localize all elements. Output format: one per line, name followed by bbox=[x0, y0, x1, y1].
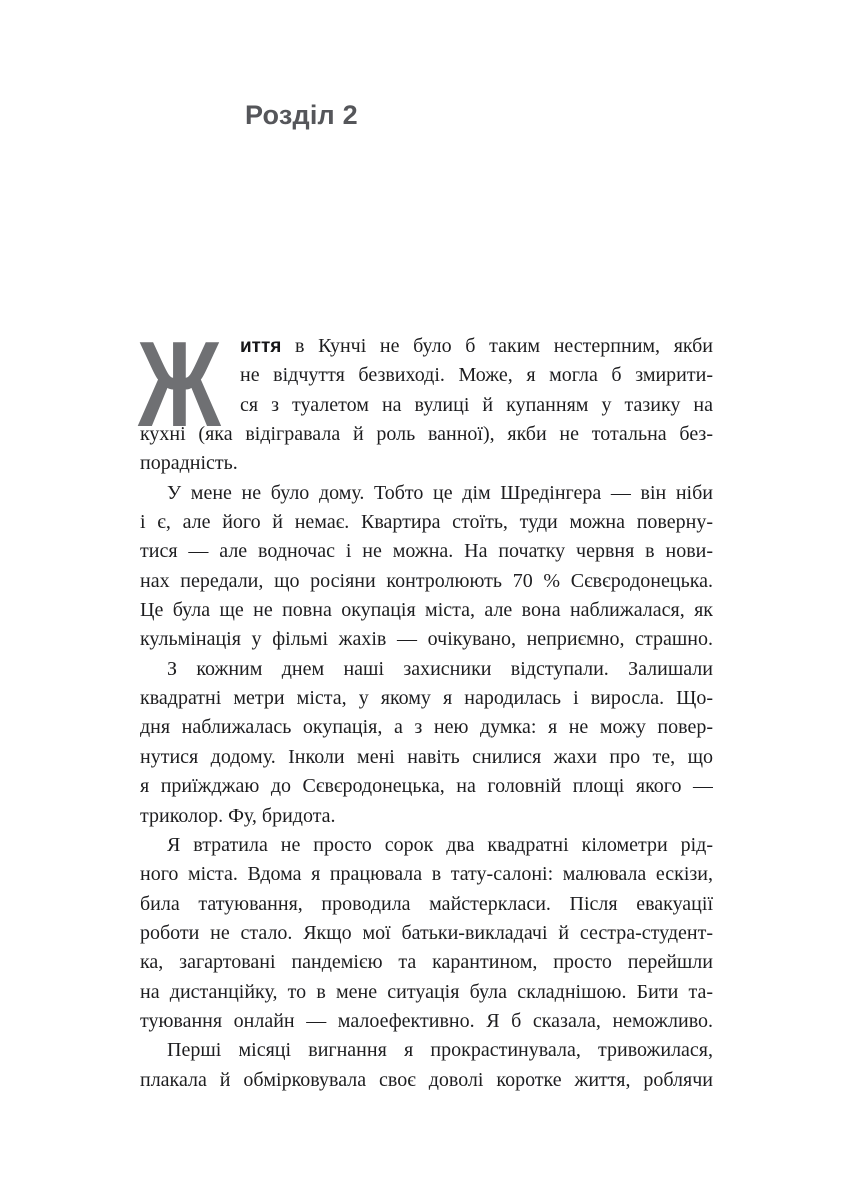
text-line: иття в Кунчі не було б таким нестерпним, якби bbox=[240, 335, 713, 357]
drop-cap-glyph: Ж bbox=[138, 316, 221, 452]
paragraph bbox=[140, 655, 713, 831]
text-line: туювання онлайн — малоефективно. Я б сказала, неможливо. bbox=[140, 1009, 713, 1032]
text-line: плакала й обмірковувала своє доволі коротке життя, роблячи bbox=[140, 1068, 713, 1091]
text-line: З кожним днем наші захисники відступали. Залишали bbox=[167, 657, 713, 680]
text-block bbox=[138, 316, 713, 1095]
text-line: дня наближалась окупація, а з нею думка: я не можу повер- bbox=[140, 716, 713, 739]
text-line: роботи не стало. Якщо мої батьки-викладачі й сестра-студент- bbox=[140, 921, 713, 944]
text-line: нах передали, що росіяни контролюють 70 % Сєвєродонецька. bbox=[140, 569, 713, 592]
text-line: била татуювання, проводила майстеркласи. Після евакуації bbox=[140, 892, 713, 915]
text-line: ся з туалетом на вулиці й купанням у тазику на bbox=[240, 393, 713, 416]
text-line: триколор. Фу, бридота. bbox=[140, 804, 336, 827]
lead-word: иття bbox=[240, 336, 282, 357]
text-line: квадратні метри міста, у якому я народилась і виросла. Що- bbox=[140, 687, 713, 710]
text-line: ка, загартовані пандемією та карантином, просто перейшли bbox=[140, 951, 713, 974]
text-line: кульмінація у фільмі жахів — очікувано, неприємно, страшно. bbox=[140, 628, 713, 651]
text-line: У мене не було дому. Тобто це дім Шредінгера — він ніби bbox=[167, 481, 713, 504]
drop-cap bbox=[138, 316, 240, 452]
chapter-title: Розділ 2 bbox=[245, 100, 358, 130]
text-line: нутися додому. Інколи мені навіть снилися жахи про те, що bbox=[140, 745, 713, 768]
paragraph bbox=[138, 316, 713, 479]
text-line: не відчуття безвиході. Може, я могла б змирити- bbox=[240, 364, 713, 387]
text-line: Я втратила не просто сорок два квадратні кілометри рід- bbox=[167, 833, 713, 856]
text-line: Це була ще не повна окупація міста, але вона наближалася, як bbox=[140, 599, 713, 622]
text-line: і є, але його й немає. Квартира стоїть, туди можна поверну- bbox=[140, 511, 713, 534]
paragraph bbox=[140, 479, 713, 655]
text-line: Перші місяці вигнання я прокрастинувала, тривожилася, bbox=[167, 1039, 713, 1062]
text-line: кухні (яка відігравала й роль ванної), якби не тотальна без- bbox=[140, 423, 713, 446]
paragraph bbox=[140, 831, 713, 1036]
text-line: порадність. bbox=[140, 452, 238, 475]
text-line: я приїжджаю до Сєвєродонецька, на головній площі якого — bbox=[140, 775, 713, 798]
text-line: ного міста. Вдома я працювала в тату-салоні: малювала ескізи, bbox=[140, 863, 713, 886]
paragraph bbox=[140, 1036, 713, 1095]
text-line: на дистанційку, то в мене ситуація була складнішою. Бити та- bbox=[140, 980, 713, 1003]
text-line: тися — але водночас і не можна. На початку червня в нови- bbox=[140, 540, 713, 563]
